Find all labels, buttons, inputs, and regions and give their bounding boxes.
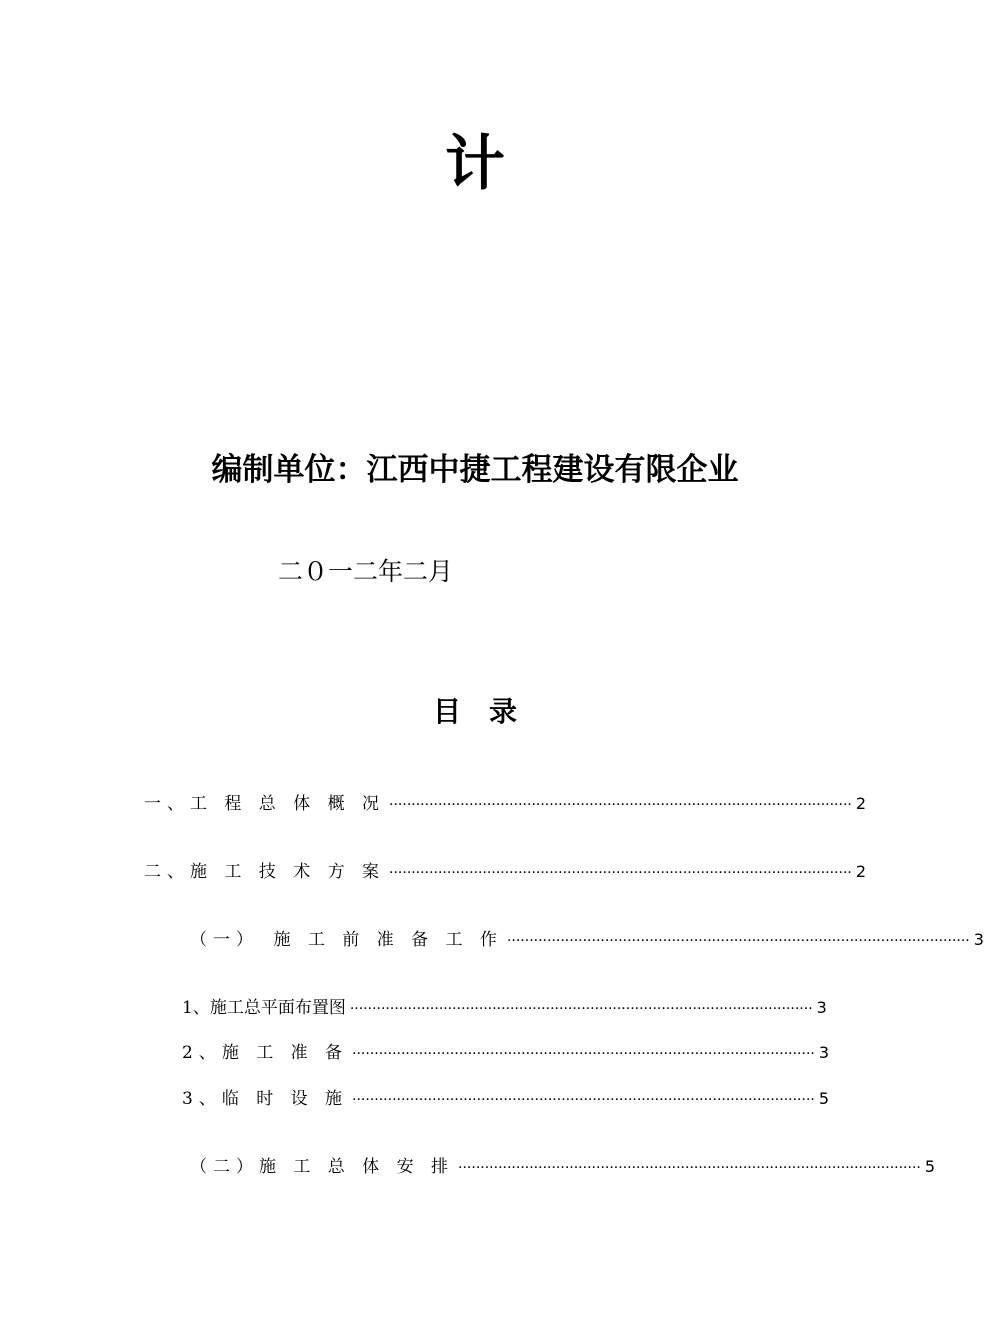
toc-entry-label: （一） 施 工 前 准 备 工 作: [190, 930, 503, 950]
toc-entry-page: 3: [816, 998, 827, 1017]
toc-title: 目 录: [432, 695, 517, 728]
toc-leader-dots: ········································································································: [352, 1092, 815, 1108]
toc-entry-page: 3: [973, 930, 984, 949]
toc-entry-page: 2: [855, 862, 867, 881]
toc-entry-page: 2: [855, 794, 867, 813]
date-line: 二０一二年二月: [278, 557, 454, 586]
toc-entry-label: 2、施 工 准 备: [182, 1043, 349, 1063]
toc-entry: [144, 860, 867, 885]
toc-entry-page: 3: [818, 1043, 830, 1062]
toc-leader-dots: ········································································································: [506, 933, 970, 949]
toc-entry: [190, 1155, 936, 1180]
toc-entry-label: 二、施 工 技 术 方 案: [144, 862, 386, 882]
toc-entry: [182, 1087, 830, 1112]
toc-entry: [144, 792, 867, 817]
toc-entry-label: 1、施工总平面布置图: [182, 998, 346, 1018]
toc-leader-dots: ········································································································: [389, 865, 852, 881]
cover-large-character: 计: [445, 129, 505, 199]
toc-entry: [182, 1041, 830, 1066]
toc-leader-dots: ········································································································: [352, 1046, 815, 1062]
toc-entry: [182, 996, 827, 1021]
organization-line: 编制单位：江西中捷工程建设有限企业: [211, 452, 739, 488]
toc-leader-dots: ········································································································: [458, 1160, 921, 1176]
toc-entry-page: 5: [924, 1157, 936, 1176]
toc-entry-label: 3、临 时 设 施: [182, 1089, 349, 1109]
toc-entry-label: 一、工 程 总 体 概 况: [144, 794, 386, 814]
toc-entry: [190, 928, 984, 953]
toc-entry-page: 5: [818, 1089, 830, 1108]
toc-leader-dots: ········································································································: [349, 1001, 813, 1017]
toc-entry-label: （二）施 工 总 体 安 排: [190, 1157, 455, 1177]
toc-leader-dots: ········································································································: [389, 797, 852, 813]
